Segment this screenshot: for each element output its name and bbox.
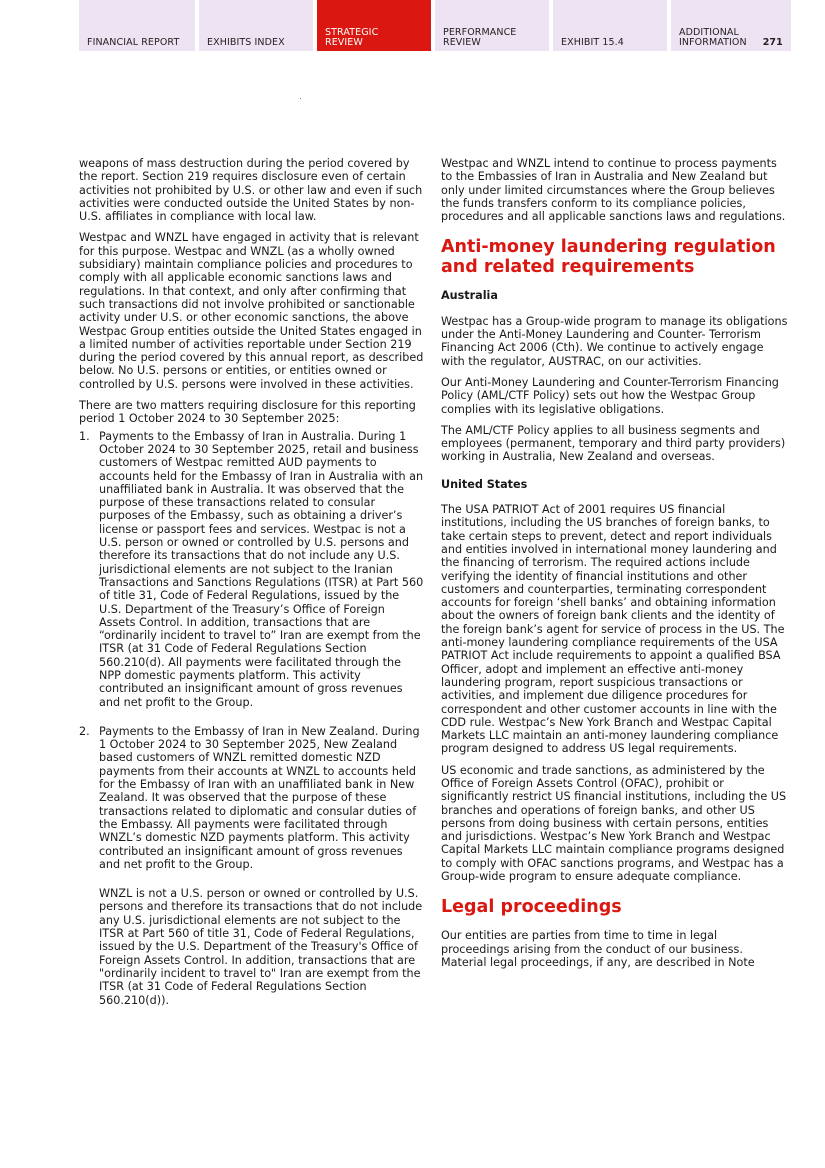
page-number: 271 [762,37,783,48]
paragraph: The USA PATRIOT Act of 2001 requires US financial institutions, including the US branches of foreign banks, to take certain steps to prevent, detect and report individuals and entities involved in international money laundering and the financing of terrorism. The required actions include verifying the identity of financial institutions and other customers and counterparties, terminating correspondent accounts for foreign ‘shell banks’ and obtaining information about the owners of foreign bank clients and the identity of the foreign bank’s agent for service of process in the US. The anti-money laundering compliance requirements of the USA PATRIOT Act include requirements to appoint a qualified BSA Officer, adopt and implement an effective anti-money laundering program, report suspicious transactions or activities, and implement due diligence procedures for correspondent and other customer accounts in line with the CDD rule. Westpac’s New York Branch and Westpac Capital Markets LLC maintain an anti-money laundering compliance program designed to address US legal requirements. [441,503,785,756]
left-column [79,157,424,1023]
list-item [79,430,424,709]
tab-label: ADDITIONAL INFORMATION [679,27,747,48]
subheading-united-states: United States [441,477,528,491]
tab-performance-review[interactable] [435,0,549,51]
list-number: 2. [79,724,90,738]
paragraph: US economic and trade sanctions, as administered by the Office of Foreign Assets Control (OFAC), prohibit or significantly restrict US financial institutions, including the US branches and operations of foreign banks, and other US persons from doing business with certain persons, entities and jurisdictions. Westpac’s New York Branch and Westpac Capital Markets LLC maintain compliance programs designed to comply with OFAC sanctions programs, and Westpac has a Group-wide program to ensure adequate compliance. [441,763,787,884]
paragraph: Westpac and WNZL intend to continue to process payments to the Embassies of Iran in Australia and New Zealand but only under limited circumstances where the Group believes the funds transfers conform to its compliance policies, procedures and all applicable sanctions laws and regulations. [441,157,786,224]
section-heading-legal: Legal proceedings [441,897,622,918]
right-column [441,157,788,977]
top-navigation [79,0,795,51]
list-item-text: WNZL is not a U.S. person or owned or controlled by U.S. persons and therefore its transactions that do not include any U.S. jurisdictional elements are not subject to the ITSR at Part 560 of title 31, Code of Federal Regulations, issued by the U.S. Department of the Treasury's Office of Foreign Assets Control. In addition, transactions that are "ordinarily incident to travel to" Iran are exempt from the ITSR (at 31 Code of Federal Regulations Section 560.210(d)). [99,887,423,1007]
paragraph: Westpac has a Group-wide program to manage its obligations under the Anti-Money Laundering and Counter- Terrorism Financing Act 2006 (Cth). We continue to actively engage with the regulator, AUSTRAC, on our activities. [441,314,788,368]
paragraph: Our Anti-Money Laundering and Counter-Terrorism Financing Policy (AML/CTF Policy) sets out how the Westpac Group complies with its legislative obligations. [441,375,779,416]
paragraph: weapons of mass destruction during the period covered by the report. Section 219 requires disclosure even of certain activities not prohibited by U.S. or other law and even if such activities were conducted outside the United States by non-U.S. affiliates in compliance with local law. [79,157,423,224]
tab-additional-information[interactable] [671,0,791,51]
list-item-text: Payments to the Embassy of Iran in Australia. During 1 October 2024 to 30 September 2025, retail and business customers of Westpac remitted AUD payments to accounts held for the Embassy of Iran in Australia with an unaffiliated bank in Australia. It was observed that the purpose of these transactions related to consular purposes of the Embassy, such as obtaining a driver’s license or passport fees and services. Westpac is not a U.S. person or owned or controlled by U.S. persons and therefore its transactions that do not include any U.S. jurisdictional elements are not subject to the Iranian Transactions and Sanctions Regulations (ITSR) at Part 560 of title 31, Code of Federal Regulations, issued by the U.S. Department of the Treasury’s Office of Foreign Assets Control. In addition, transactions that are “ordinarily incident to travel to” Iran are exempt from the ITSR (at 31 Code of Federal Regulations Section 560.210(d). All payments were facilitated through the NPP domestic payments platform. This activity contributed an insignificant amount of gross revenues and net profit to the Group. [99,429,424,709]
disclosure-list [79,430,424,1007]
tab-financial-report[interactable] [79,0,195,51]
stray-mark [300,98,301,99]
paragraph: Our entities are parties from time to time in legal proceedings arising from the conduct of our business. Material legal proceedings, if any, are described in Note [441,929,755,969]
tab-label: EXHIBITS INDEX [207,37,285,48]
paragraph: The AML/CTF Policy applies to all business segments and employees (permanent, temporary and third party providers) working in Australia, New Zealand and overseas. [441,423,786,464]
tab-exhibits-index[interactable] [199,0,313,51]
list-item-text: Payments to the Embassy of Iran in New Zealand. During 1 October 2024 to 30 September 2025, New Zealand based customers of WNZL remitted domestic NZD payments from their accounts at WNZL to accounts held for the Embassy of Iran with an unaffiliated bank in New Zealand. It was observed that the purpose of these transactions related to diplomatic and consular duties of the Embassy. All payments were facilitated through WNZL’s domestic NZD payments platform. This activity contributed an insignificant amount of gross revenues and net profit to the Group. [99,724,420,871]
tab-exhibit-15-4[interactable] [553,0,667,51]
paragraph: Westpac and WNZL have engaged in activity that is relevant for this purpose. Westpac and WNZL (as a wholly owned subsidiary) maintain compliance policies and procedures to comply with all applicable economic sanctions laws and regulations. In that context, and only after confirming that such transactions did not involve prohibited or sanctionable activity under U.S. or other economic sanctions, the above Westpac Group entities outside the United States engaged in a limited number of activities reportable under Section 219 during the period covered by this annual report, as described below. No U.S. persons or entities, or entities owned or controlled by U.S. persons were involved in these activities. [79,231,424,391]
list-number: 1. [79,429,90,443]
tab-strategic-review[interactable] [317,0,431,51]
tab-label: PERFORMANCE REVIEW [443,27,517,48]
tab-label: FINANCIAL REPORT [87,37,180,48]
tab-label: STRATEGIC REVIEW [325,27,379,48]
paragraph: There are two matters requiring disclosure for this reporting period 1 October 2024 to 30 September 2025: [79,399,416,426]
section-heading-aml: Anti-money laundering regulation and related requirements [441,237,776,278]
subheading-australia: Australia [441,289,498,303]
list-item [79,725,424,1007]
tab-label: EXHIBIT 15.4 [561,37,624,48]
